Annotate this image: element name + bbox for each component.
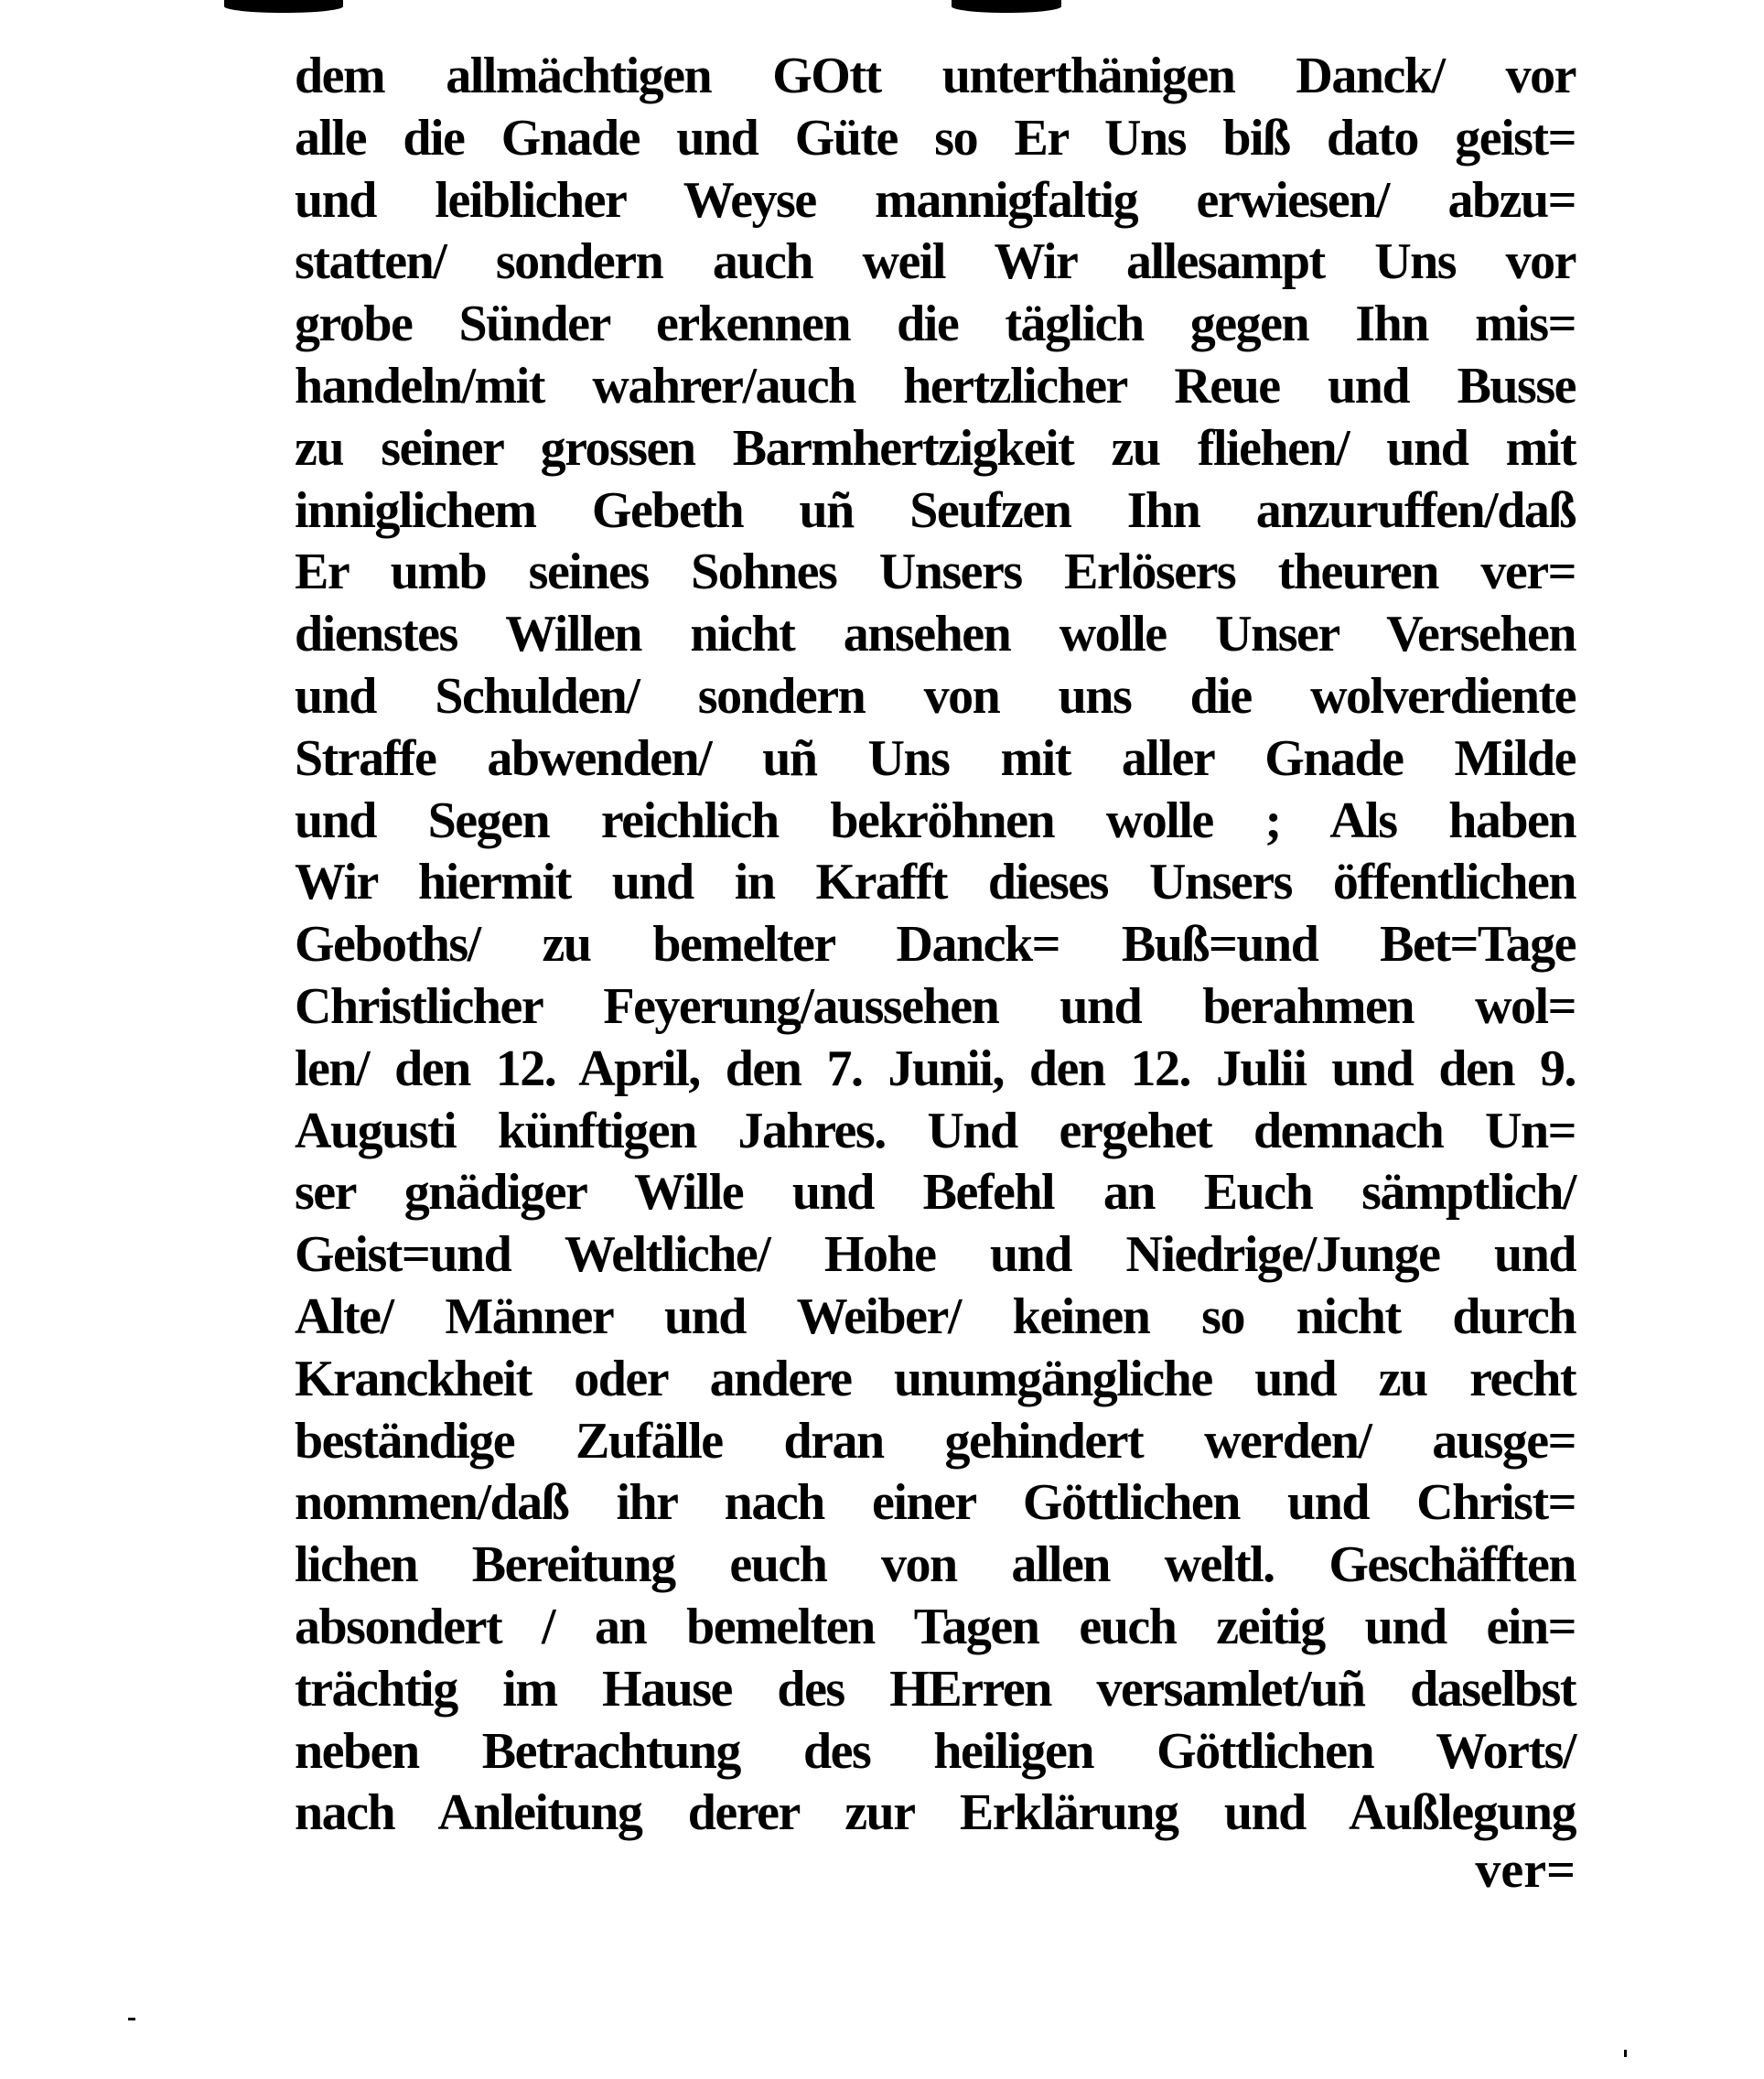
text-line: ser gnädiger Wille und Befehl an Euch sämptlich/ xyxy=(295,1164,1576,1222)
text-line: zu seiner grossen Barmhertzigkeit zu fliehen/ und mit xyxy=(295,419,1576,477)
text-line: Geboths/ zu bemelter Danck= Buß=und Bet=Tage xyxy=(295,916,1576,974)
text-line: dienstes Willen nicht ansehen wolle Unser Versehen xyxy=(295,606,1576,663)
text-line: lichen Bereitung euch von allen weltl. Geschäfften xyxy=(295,1536,1576,1594)
text-line: beständige Zufälle dran gehindert werden/ ausge= xyxy=(295,1412,1576,1470)
text-line: Alte/ Männer und Weiber/ keinen so nicht durch xyxy=(295,1287,1576,1345)
text-line: alle die Gnade und Güte so Er Uns biß dato geist= xyxy=(295,109,1576,167)
text-line: nommen/daß ihr nach einer Göttlichen und Christ= xyxy=(295,1474,1576,1532)
text-line: und leiblicher Weyse mannigfaltig erwiesen/ abzu= xyxy=(295,171,1576,229)
text-line: Wir hiermit und in Krafft dieses Unsers öffentlichen xyxy=(295,854,1576,911)
text-line: Straffe abwenden/ uñ Uns mit aller Gnade Milde xyxy=(295,729,1576,787)
text-line: trächtig im Hause des HErren versamlet/uñ daselbst xyxy=(295,1660,1576,1718)
text-line: neben Betrachtung des heiligen Göttlichen Worts/ xyxy=(295,1722,1576,1780)
document-body xyxy=(295,46,1576,1845)
text-line: Kranckheit oder andere unumgängliche und zu recht xyxy=(295,1350,1576,1407)
text-line: Augusti künftigen Jahres. Und ergehet demnach Un= xyxy=(295,1102,1576,1159)
text-line: handeln/mit wahrer/auch hertzlicher Reue und Busse xyxy=(295,357,1576,415)
text-line: Geist=und Weltliche/ Hohe und Niedrige/Junge und xyxy=(295,1226,1576,1284)
text-line: Christlicher Feyerung/aussehen und berahmen wol= xyxy=(295,977,1576,1035)
ink-blot-right xyxy=(952,0,1061,13)
scan-speck xyxy=(128,2018,135,2020)
text-line: absondert / an bemelten Tagen euch zeitig und ein= xyxy=(295,1598,1576,1655)
ink-blot-left xyxy=(224,0,343,13)
text-line: Er umb seines Sohnes Unsers Erlösers theuren ver= xyxy=(295,544,1576,601)
text-line: grobe Sünder erkennen die täglich gegen Ihn mis= xyxy=(295,296,1576,353)
text-line: inniglichem Gebeth uñ Seufzen Ihn anzuruffen/daß xyxy=(295,481,1576,539)
catchword: ver= xyxy=(1475,1842,1576,1899)
text-line: statten/ sondern auch weil Wir allesampt Uns vor xyxy=(295,233,1576,291)
text-line: dem allmächtigen GOtt unterthänigen Danck/ vor xyxy=(295,48,1576,104)
text-line: und Segen reichlich bekröhnen wolle ; Als haben xyxy=(295,792,1576,849)
scan-speck xyxy=(1624,2050,1627,2057)
text-line: und Schulden/ sondern von uns die wolverdiente xyxy=(295,667,1576,725)
text-line: len/ den 12. April, den 7. Junii, den 12. Julii und den 9. xyxy=(295,1040,1576,1097)
text-line: nach Anleitung derer zur Erklärung und Außlegung xyxy=(295,1784,1576,1842)
